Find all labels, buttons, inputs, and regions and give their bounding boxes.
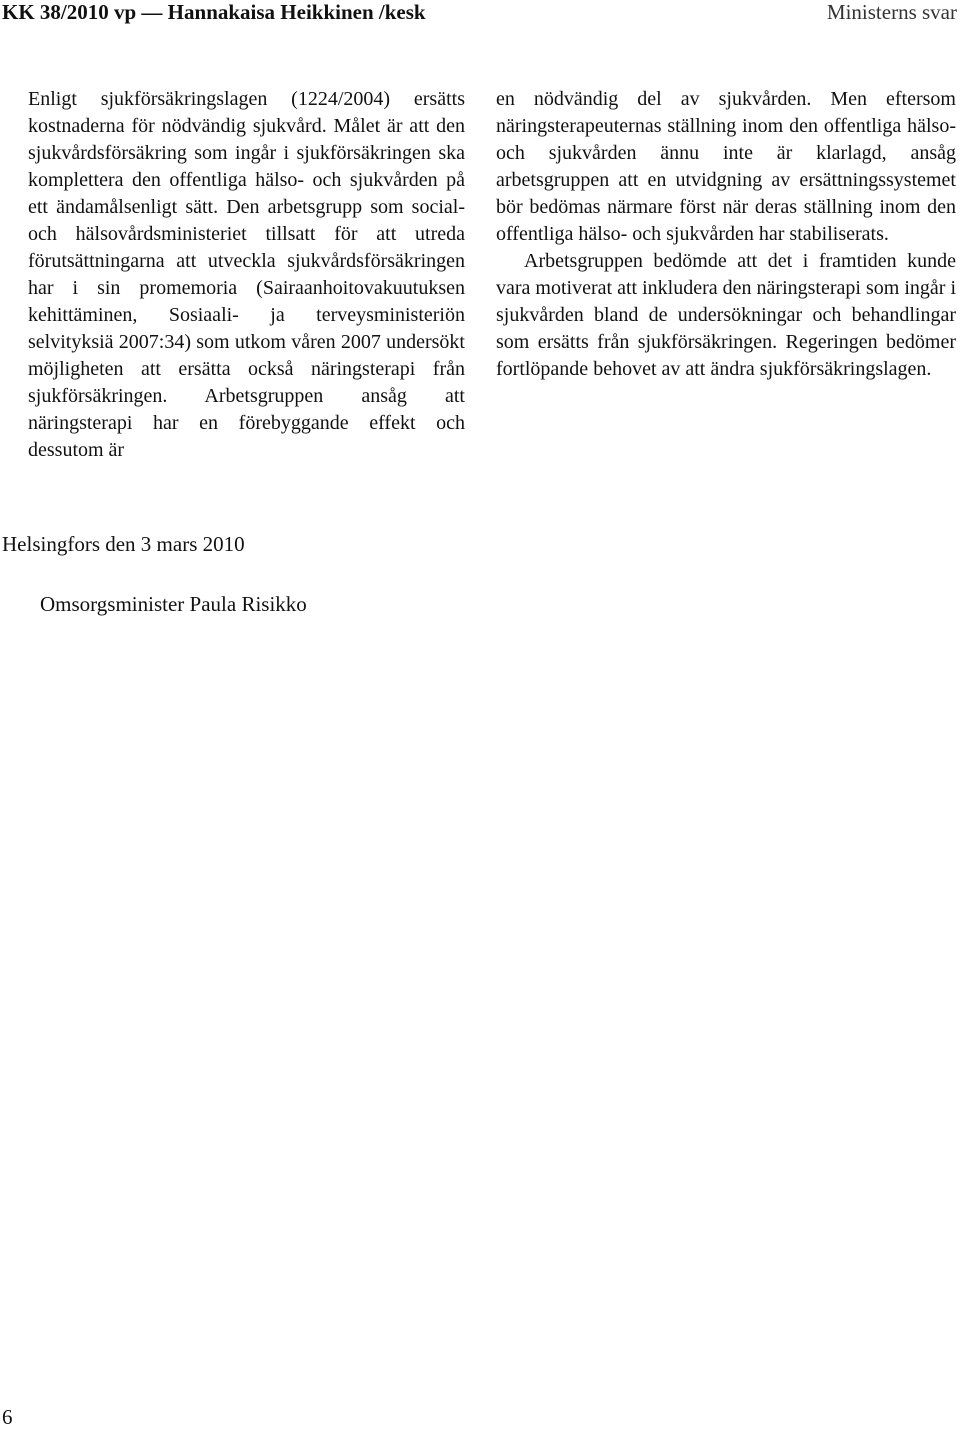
date-line: Helsingfors den 3 mars 2010 [2,532,245,556]
right-column-paragraph-1: en nödvändig del av sjukvården. Men eftersom näringsterapeuternas ställning inom den offentliga hälso- och sjukvården ännu inte är klarlagd, ansåg arbetsgruppen att en utvidgning av ersättningssystemet bör bedömas närmare först när deras ställning inom den offentliga hälso- och sjukvården har stabiliserats. [496,88,956,245]
left-column-paragraph: Enligt sjukförsäkringslagen (1224/2004) ersätts kostnaderna för nödvändig sjukvård. Målet är att den sjukvårdsförsäkring som ingår i sjukförsäkringen ska komplettera den offentliga hälso- och sjukvården på ett ändamålsenligt sätt. Den arbetsgrupp som social- och hälsovårdsministeriet tillsatt för att utreda förutsättningarna att utveckla sjukvårdsförsäkringen har i sin promemoria (Sairaanhoitovakuutuksen kehittäminen, Sosiaali- ja terveysministeriön selvityksiä 2007:34) som utkom våren 2007 undersökt möjligheten att ersätta också näringsterapi från sjukförsäkringen. Arbetsgruppen ansåg att näringsterapi har en förebyggande effekt och dessutom är [28,88,465,461]
page-number: 6 [2,1405,13,1429]
left-column [28,86,465,464]
right-column [496,86,956,383]
right-column-paragraph-2: Arbetsgruppen bedömde att det i framtiden kunde vara motiverat att inkludera den näringsterapi som ingår i sjukvården bland de undersökningar och behandlingar som ersätts från sjukförsäkringen. Regeringen bedömer fortlöpande behovet av att ändra sjukförsäkringslagen. [496,250,956,380]
document-header-title: KK 38/2010 vp — Hannakaisa Heikkinen /kesk [2,0,426,24]
signature-line: Omsorgsminister Paula Risikko [40,592,307,616]
document-header-section: Ministerns svar [826,0,957,24]
